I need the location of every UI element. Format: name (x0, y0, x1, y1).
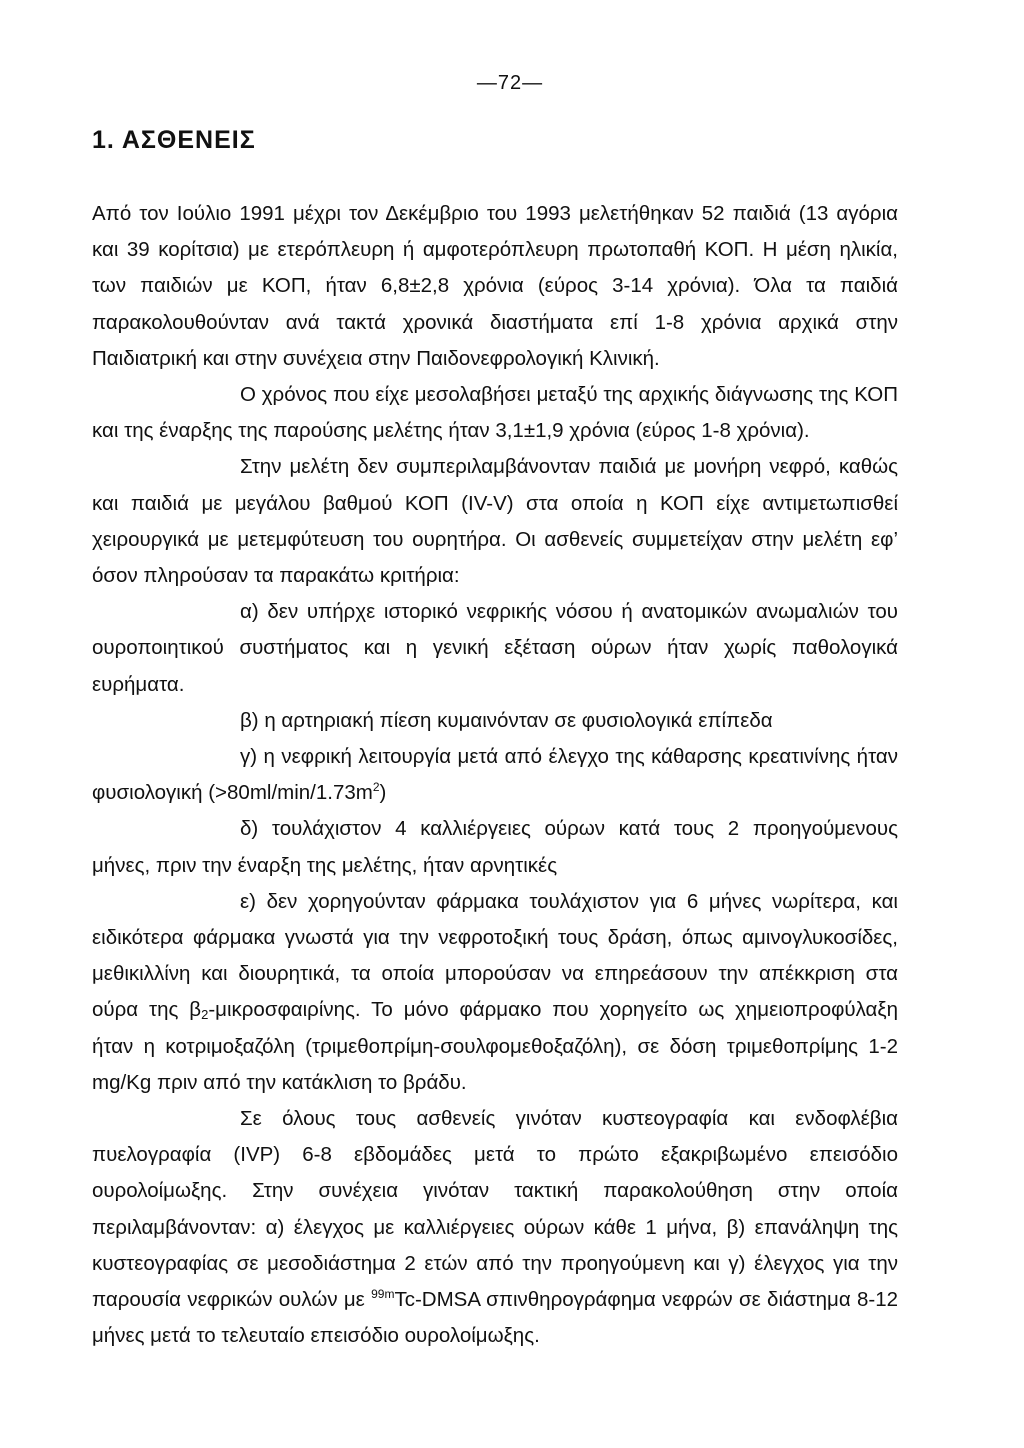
criterion-b: β) η αρτηριακή πίεση κυμαινόνταν σε φυσιολογικά επίπεδα (240, 708, 773, 732)
paragraph-follow-up (92, 1101, 898, 1354)
paragraph-exclusion-criteria: Στην μελέτη δεν συμπεριλαμβάνονταν παιδιά με μονήρη νεφρό, καθώς και παιδιά με μεγάλου βαθμού ΚΟΠ (IV-V) στα οποία η ΚΟΠ είχε αντιμετωπισθεί χειρουργικά με μετεμφύτευση του ουρητήρα. Οι ασθενείς συμμετείχαν στην μελέτη εφ’ όσον πληρούσαν τα παρακάτω κριτήρια: (92, 455, 898, 588)
body-text (92, 196, 898, 1355)
criterion-c (92, 739, 898, 811)
paragraph-time-interval: Ο χρόνος που είχε μεσολαβήσει μεταξύ της αρχικής διάγνωσης της ΚΟΠ και της έναρξης της παρούσης μελέτης ήταν 3,1±1,9 χρόνια (εύρος 1-8 χρόνια). (92, 383, 898, 443)
criterion-c-closing: ) (379, 781, 387, 805)
follow-up-continuation: Tc-DMSA σπινθηρογράφημα νεφρών σε διάστημα 8-12 μήνες μετά το τελευταίο επεισόδιο ουρολοίμωξης. (92, 1288, 898, 1348)
criterion-e-subscript: 2 (201, 1007, 209, 1023)
criterion-a: α) δεν υπήρχε ιστορικό νεφρικής νόσου ή ανατομικών ανωμαλιών του ουροποιητικού συστήματος και η γενική εξέταση ούρων ήταν χωρίς παθολογικά ευρήματα. (92, 600, 898, 696)
criterion-c-superscript: 2 (372, 780, 380, 795)
section-title: 1. ΑΣΘΕΝΕΙΣ (92, 126, 256, 154)
paragraph-study-population: Από τον Ιούλιο 1991 μέχρι τον Δεκέμβριο του 1993 μελετήθηκαν 52 παιδιά (13 αγόρια και 39 κορίτσια) με ετερόπλευρη ή αμφοτερόπλευρη πρωτοπαθή ΚΟΠ. Η μέση ηλικία, των παιδιών με ΚΟΠ, ήταν 6,8±2,8 χρόνια (εύρος 3-14 χρόνια). Όλα τα παιδιά παρακολουθούνταν ανά τακτά χρονικά διαστήματα επί 1-8 χρόνια αρχικά στην Παιδιατρική και στην συνέχεια στην Παιδονεφρολογική Κλινική. (92, 202, 898, 370)
criterion-e-text: ε) δεν χορηγούνταν φάρμακα τουλάχιστον για 6 μήνες νωρίτερα, και ειδικότερα φάρμακα γνωστά για την νεφροτοξική τους δράση, όπως αμινογλυκοσίδες, μεθικιλλίνη και διουρητικά, τα οποία μπορούσαν να επηρεάσουν την απέκκριση στα ούρα της β (92, 889, 898, 1022)
isotope-superscript: 99m (371, 1287, 395, 1302)
criterion-d: δ) τουλάχιστον 4 καλλιέργειες ούρων κατά τους 2 προηγούμενους μήνες, πριν την έναρξη της μελέτης, ήταν αρνητικές (92, 817, 898, 877)
follow-up-text: Σε όλους τους ασθενείς γινόταν κυστεογραφία και ενδοφλέβια πυελογραφία (IVP) 6-8 εβδομάδες μετά το πρώτο εξακριβωμένο επεισόδιο ουρολοίμωξης. Στην συνέχεια γινόταν τακτική παρακολούθηση στην οποία περιλαμβάνονταν: α) έλεγχος με καλλιέργειες ούρων κάθε 1 μήνα, β) επανάληψη της κυστεογραφίας σε μεσοδιάστημα 2 ετών από την προηγούμενη και γ) έλεγχος για την παρουσία νεφρικών ουλών με (92, 1107, 898, 1312)
criterion-c-text: γ) η νεφρική λειτουργία μετά από έλεγχο της κάθαρσης κρεατινίνης ήταν φυσιολογική (>80ml/min/1.73m (92, 745, 898, 805)
criterion-e (92, 884, 898, 1101)
page-number: —72— (476, 72, 544, 94)
criterion-e-continuation: -μικροσφαιρίνης. Το μόνο φάρμακο που χορηγείτο ως χημειοπροφύλαξη ήταν η κοτριμοξαζόλη (τριμεθοπρίμη-σουλφομεθοξαζόλη), σε δόση τριμεθοπρίμης 1-2 mg/Kg πριν από την κατάκλιση το βράδυ. (92, 998, 898, 1094)
